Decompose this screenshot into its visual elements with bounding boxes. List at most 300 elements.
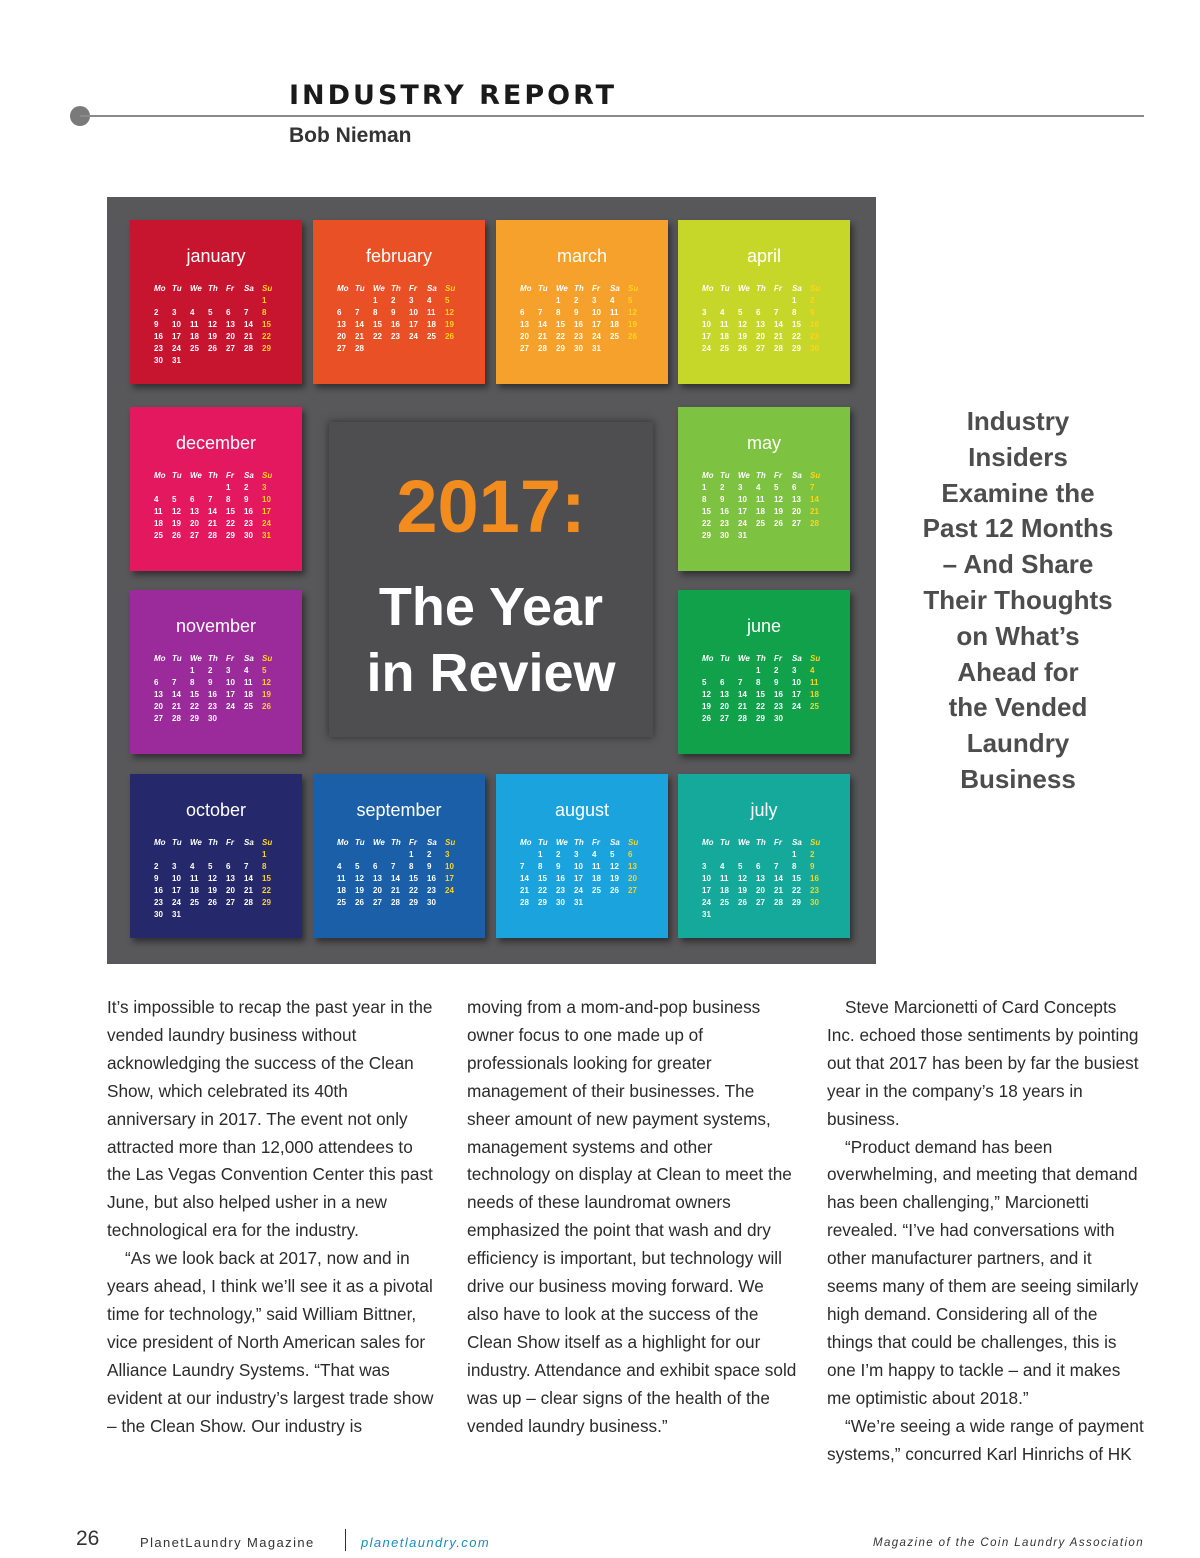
day-number: 22 <box>262 332 271 341</box>
day-number: 16 <box>391 320 400 329</box>
day-number: 3 <box>574 850 579 859</box>
day-number: 14 <box>355 320 364 329</box>
day-number: 25 <box>592 886 601 895</box>
weekday-header: Sa <box>244 654 254 663</box>
day-number: 13 <box>520 320 529 329</box>
body-column-3 <box>827 994 1147 1468</box>
day-number: 20 <box>792 507 801 516</box>
day-number: 5 <box>738 862 743 871</box>
day-number: 30 <box>244 531 253 540</box>
day-number: 11 <box>337 874 346 883</box>
day-number: 25 <box>720 898 729 907</box>
article-deck <box>905 404 1131 798</box>
day-number: 13 <box>792 495 801 504</box>
day-number: 31 <box>702 910 711 919</box>
day-number: 16 <box>810 874 819 883</box>
paragraph: “We’re seeing a wide range of payment systems,” concurred Karl Hinrichs of HK <box>827 1415 1144 1464</box>
day-number: 3 <box>262 483 267 492</box>
day-number: 7 <box>538 308 543 317</box>
day-number: 24 <box>574 886 583 895</box>
day-number: 21 <box>244 332 253 341</box>
day-number: 28 <box>774 344 783 353</box>
day-blank <box>154 483 172 493</box>
day-number: 8 <box>226 495 231 504</box>
day-number: 19 <box>702 702 711 711</box>
day-number: 14 <box>391 874 400 883</box>
day-number: 1 <box>226 483 231 492</box>
weekday-header: Su <box>262 838 273 847</box>
day-number: 22 <box>702 519 711 528</box>
day-number: 5 <box>774 483 779 492</box>
day-number: 16 <box>208 690 217 699</box>
day-number: 9 <box>154 874 159 883</box>
day-number: 11 <box>610 308 619 317</box>
day-number: 10 <box>172 320 181 329</box>
day-number: 27 <box>520 344 529 353</box>
day-number: 24 <box>262 519 271 528</box>
day-number: 13 <box>226 874 235 883</box>
month-name: august <box>554 800 610 820</box>
day-number: 24 <box>592 332 601 341</box>
weekday-header: Tu <box>538 284 548 293</box>
deck-line: Laundry <box>966 728 1070 759</box>
day-number: 21 <box>538 332 547 341</box>
day-blank <box>702 296 720 306</box>
day-number: 3 <box>792 666 797 675</box>
day-number: 17 <box>262 507 271 516</box>
website-link[interactable]: planetlaundry.com <box>361 1535 491 1550</box>
day-number: 16 <box>810 320 819 329</box>
weekday-header: Th <box>391 284 401 293</box>
day-number: 5 <box>172 495 177 504</box>
day-number: 30 <box>810 344 819 353</box>
day-number: 27 <box>373 898 382 907</box>
weekday-header: We <box>190 654 202 663</box>
day-number: 26 <box>445 332 454 341</box>
day-number: 31 <box>738 531 747 540</box>
day-grid <box>702 838 830 920</box>
weekday-header: Su <box>262 471 273 480</box>
calendar-tile-january <box>130 220 302 384</box>
day-number: 30 <box>774 714 783 723</box>
day-blank <box>520 296 538 306</box>
day-number: 9 <box>391 308 396 317</box>
day-number: 17 <box>738 507 747 516</box>
day-number: 21 <box>244 886 253 895</box>
header-rule <box>80 115 1144 117</box>
day-number: 1 <box>262 296 267 305</box>
day-number: 29 <box>190 714 199 723</box>
weekday-header: Sa <box>427 284 437 293</box>
month-name: march <box>556 246 607 266</box>
day-number: 19 <box>738 886 747 895</box>
day-number: 11 <box>190 320 199 329</box>
day-number: 25 <box>427 332 436 341</box>
day-number: 15 <box>226 507 235 516</box>
day-number: 2 <box>154 308 159 317</box>
day-number: 20 <box>628 874 637 883</box>
day-blank <box>154 296 172 306</box>
day-number: 28 <box>208 531 217 540</box>
day-number: 3 <box>592 296 597 305</box>
weekday-header: Mo <box>154 284 166 293</box>
day-number: 30 <box>720 531 729 540</box>
day-number: 24 <box>172 898 181 907</box>
day-number: 8 <box>556 308 561 317</box>
day-number: 10 <box>738 495 747 504</box>
day-number: 12 <box>355 874 364 883</box>
day-number: 15 <box>556 320 565 329</box>
day-number: 26 <box>262 702 271 711</box>
weekday-header: Th <box>208 471 218 480</box>
calendar-tile-july <box>678 774 850 938</box>
weekday-header: Sa <box>244 284 254 293</box>
day-blank <box>154 850 172 860</box>
day-number: 2 <box>427 850 432 859</box>
weekday-header: Fr <box>226 471 234 480</box>
day-grid <box>154 838 282 920</box>
weekday-header: Sa <box>427 838 437 847</box>
day-number: 26 <box>738 898 747 907</box>
calendar-tile-june <box>678 590 850 754</box>
day-number: 20 <box>756 332 765 341</box>
day-number: 14 <box>774 874 783 883</box>
weekday-header: Sa <box>244 471 254 480</box>
deck-line: Ahead for <box>957 656 1079 687</box>
calendar-tile-september <box>313 774 485 938</box>
weekday-header: Mo <box>702 654 714 663</box>
day-number: 18 <box>720 332 729 341</box>
paragraph: Steve Marcionetti of Card Concepts Inc. echoed those sentiments by pointing out that 2017 has been by far the busiest year in the company’s 18 years in business. <box>827 997 1139 1129</box>
day-number: 28 <box>355 344 364 353</box>
day-number: 11 <box>427 308 436 317</box>
weekday-header: Mo <box>154 838 166 847</box>
day-number: 6 <box>337 308 342 317</box>
day-number: 25 <box>154 531 163 540</box>
day-number: 13 <box>226 320 235 329</box>
day-number: 11 <box>244 678 253 687</box>
day-number: 29 <box>792 344 801 353</box>
day-blank <box>702 666 720 676</box>
weekday-header: Su <box>810 471 821 480</box>
day-number: 30 <box>556 898 565 907</box>
day-number: 13 <box>756 874 765 883</box>
day-number: 17 <box>226 690 235 699</box>
day-blank <box>391 850 409 860</box>
day-number: 26 <box>702 714 711 723</box>
day-number: 31 <box>574 898 583 907</box>
day-number: 17 <box>172 886 181 895</box>
calendar-tile-march <box>496 220 668 384</box>
day-blank <box>720 850 738 860</box>
day-number: 4 <box>190 862 195 871</box>
day-grid <box>702 284 830 354</box>
day-grid <box>154 284 282 366</box>
day-number: 2 <box>391 296 396 305</box>
paragraph: “Product demand has been overwhelming, and meeting that demand has been challenging,” Marcionetti revealed. “I’ve had conversations with other manufacturer partners, and it seems many of them are seeing similarly high demand. Considering all of the things that could be challenges, this is one I’m happy to tackle – and it makes me optimistic about 2018.” <box>827 1136 1139 1408</box>
day-blank <box>244 850 262 860</box>
day-number: 1 <box>538 850 543 859</box>
calendar-tile-february <box>313 220 485 384</box>
day-number: 28 <box>538 344 547 353</box>
day-number: 6 <box>226 308 231 317</box>
day-number: 17 <box>445 874 454 883</box>
day-number: 18 <box>610 320 619 329</box>
deck-line: Their Thoughts <box>923 584 1113 615</box>
weekday-header: Fr <box>774 284 782 293</box>
day-number: 9 <box>774 678 779 687</box>
day-number: 23 <box>720 519 729 528</box>
day-number: 6 <box>520 308 525 317</box>
day-number: 12 <box>628 308 637 317</box>
day-blank <box>190 296 208 306</box>
author-byline: Bob Nieman <box>289 124 412 147</box>
weekday-header: Th <box>391 838 401 847</box>
paragraph: It’s impossible to recap the past year in the vended laundry business without acknowledging the success of the Clean Show, which celebrated its 40th anniversary in 2017. The event not only attracted more than 12,000 attendees to the Las Vegas Convention Center this past June, but also helped usher in a new technological era for the industry. <box>107 997 433 1241</box>
weekday-header: Fr <box>409 284 417 293</box>
day-number: 29 <box>792 898 801 907</box>
weekday-header: We <box>190 838 202 847</box>
day-number: 8 <box>262 862 267 871</box>
day-number: 1 <box>756 666 761 675</box>
day-number: 4 <box>610 296 615 305</box>
weekday-header: Th <box>208 654 218 663</box>
weekday-header: Mo <box>337 284 349 293</box>
day-number: 23 <box>810 886 819 895</box>
day-number: 7 <box>391 862 396 871</box>
weekday-header: We <box>738 284 750 293</box>
day-number: 23 <box>774 702 783 711</box>
day-blank <box>720 296 738 306</box>
day-grid <box>520 284 648 354</box>
day-number: 29 <box>756 714 765 723</box>
weekday-header: We <box>190 471 202 480</box>
weekday-header: Su <box>262 654 273 663</box>
day-number: 21 <box>355 332 364 341</box>
day-number: 19 <box>610 874 619 883</box>
weekday-header: Th <box>208 284 218 293</box>
weekday-header: Mo <box>520 838 532 847</box>
weekday-header: Tu <box>355 284 365 293</box>
weekday-header: Sa <box>792 284 802 293</box>
day-number: 28 <box>810 519 819 528</box>
deck-line: Industry <box>966 406 1070 436</box>
calendar-tile-november <box>130 590 302 754</box>
day-number: 14 <box>520 874 529 883</box>
day-number: 16 <box>574 320 583 329</box>
day-number: 5 <box>208 308 213 317</box>
day-number: 26 <box>738 344 747 353</box>
day-number: 5 <box>445 296 450 305</box>
day-number: 15 <box>792 874 801 883</box>
day-number: 16 <box>720 507 729 516</box>
month-name: november <box>175 616 257 636</box>
weekday-header: Mo <box>702 838 714 847</box>
day-number: 22 <box>556 332 565 341</box>
weekday-header: Sa <box>610 284 620 293</box>
weekday-header: Fr <box>409 838 417 847</box>
day-number: 20 <box>373 886 382 895</box>
day-number: 12 <box>738 320 747 329</box>
day-number: 24 <box>738 519 747 528</box>
weekday-header: Tu <box>172 654 182 663</box>
day-number: 16 <box>774 690 783 699</box>
day-blank <box>738 850 756 860</box>
day-number: 6 <box>756 862 761 871</box>
day-number: 14 <box>774 320 783 329</box>
day-number: 13 <box>628 862 637 871</box>
day-number: 3 <box>702 308 707 317</box>
day-number: 14 <box>208 507 217 516</box>
day-number: 19 <box>774 507 783 516</box>
day-number: 23 <box>391 332 400 341</box>
day-number: 17 <box>792 690 801 699</box>
day-number: 10 <box>262 495 271 504</box>
weekday-header: Fr <box>592 284 600 293</box>
day-number: 15 <box>792 320 801 329</box>
day-number: 26 <box>610 886 619 895</box>
day-blank <box>774 850 792 860</box>
weekday-header: We <box>190 284 202 293</box>
day-number: 27 <box>792 519 801 528</box>
day-blank <box>172 850 190 860</box>
day-grid <box>337 284 465 354</box>
day-number: 16 <box>154 332 163 341</box>
day-number: 4 <box>756 483 761 492</box>
day-number: 21 <box>738 702 747 711</box>
day-number: 10 <box>445 862 454 871</box>
day-blank <box>738 666 756 676</box>
day-number: 8 <box>756 678 761 687</box>
day-number: 14 <box>538 320 547 329</box>
weekday-header: Sa <box>792 838 802 847</box>
day-number: 1 <box>409 850 414 859</box>
weekday-header: Tu <box>720 284 730 293</box>
day-number: 14 <box>810 495 819 504</box>
day-number: 12 <box>702 690 711 699</box>
day-number: 23 <box>574 332 583 341</box>
headline-line-1: The Year <box>378 577 604 637</box>
day-number: 10 <box>226 678 235 687</box>
day-number: 8 <box>538 862 543 871</box>
day-blank <box>702 850 720 860</box>
weekday-header: Fr <box>226 838 234 847</box>
day-number: 3 <box>702 862 707 871</box>
day-number: 9 <box>810 862 815 871</box>
day-number: 5 <box>738 308 743 317</box>
day-number: 2 <box>810 850 815 859</box>
body-column-1 <box>107 994 439 1441</box>
weekday-header: Tu <box>172 471 182 480</box>
day-number: 4 <box>810 666 815 675</box>
day-number: 27 <box>628 886 637 895</box>
day-number: 22 <box>409 886 418 895</box>
day-number: 20 <box>520 332 529 341</box>
day-number: 17 <box>702 886 711 895</box>
day-number: 3 <box>226 666 231 675</box>
weekday-header: We <box>738 838 750 847</box>
deck-line: Business <box>960 763 1076 794</box>
day-number: 23 <box>244 519 253 528</box>
day-number: 5 <box>262 666 267 675</box>
day-number: 9 <box>244 495 249 504</box>
day-number: 15 <box>409 874 418 883</box>
day-number: 6 <box>154 678 159 687</box>
day-number: 2 <box>720 483 725 492</box>
day-number: 30 <box>154 910 163 919</box>
day-blank <box>208 850 226 860</box>
day-number: 2 <box>244 483 249 492</box>
day-number: 4 <box>720 862 725 871</box>
day-number: 27 <box>154 714 163 723</box>
day-number: 15 <box>262 320 271 329</box>
day-number: 12 <box>208 874 217 883</box>
day-number: 3 <box>172 308 177 317</box>
weekday-header: Mo <box>337 838 349 847</box>
day-number: 23 <box>427 886 436 895</box>
day-number: 20 <box>720 702 729 711</box>
day-number: 6 <box>373 862 378 871</box>
day-grid <box>702 471 830 541</box>
day-number: 10 <box>592 308 601 317</box>
weekday-header: Su <box>810 838 821 847</box>
day-number: 7 <box>520 862 525 871</box>
day-blank <box>226 850 244 860</box>
deck-line: Examine the <box>941 477 1095 508</box>
day-number: 14 <box>738 690 747 699</box>
day-number: 16 <box>244 507 253 516</box>
day-number: 18 <box>337 886 346 895</box>
day-blank <box>373 850 391 860</box>
calendar-tile-december <box>130 407 302 571</box>
day-blank <box>226 296 244 306</box>
day-blank <box>756 296 774 306</box>
day-number: 12 <box>445 308 454 317</box>
day-number: 19 <box>208 886 217 895</box>
day-number: 4 <box>427 296 432 305</box>
day-number: 25 <box>337 898 346 907</box>
day-number: 26 <box>172 531 181 540</box>
weekday-header: Fr <box>592 838 600 847</box>
day-number: 21 <box>774 332 783 341</box>
day-number: 26 <box>208 898 217 907</box>
day-number: 25 <box>720 344 729 353</box>
day-number: 9 <box>208 678 213 687</box>
day-number: 17 <box>574 874 583 883</box>
day-number: 22 <box>792 332 801 341</box>
weekday-header: Sa <box>792 471 802 480</box>
day-number: 26 <box>355 898 364 907</box>
day-number: 13 <box>190 507 199 516</box>
paragraph: “As we look back at 2017, now and in years ahead, I think we’ll see it as a pivotal time for technology,” said William Bittner, vice president of North American sales for Alliance Laundry Systems. “That was evident at our industry’s largest trade show – the Clean Show. Our industry is <box>107 1248 434 1436</box>
day-grid <box>520 838 648 908</box>
day-number: 8 <box>262 308 267 317</box>
day-number: 4 <box>592 850 597 859</box>
headline-line-2: in Review <box>366 643 616 703</box>
weekday-header: Tu <box>720 838 730 847</box>
day-number: 10 <box>172 874 181 883</box>
day-number: 7 <box>244 862 249 871</box>
weekday-header: Fr <box>226 284 234 293</box>
deck-line: on What’s <box>956 620 1080 651</box>
day-number: 24 <box>702 344 711 353</box>
day-number: 28 <box>244 344 253 353</box>
weekday-header: Mo <box>154 654 166 663</box>
day-blank <box>538 296 556 306</box>
day-number: 18 <box>190 332 199 341</box>
day-number: 2 <box>810 296 815 305</box>
day-number: 21 <box>520 886 529 895</box>
